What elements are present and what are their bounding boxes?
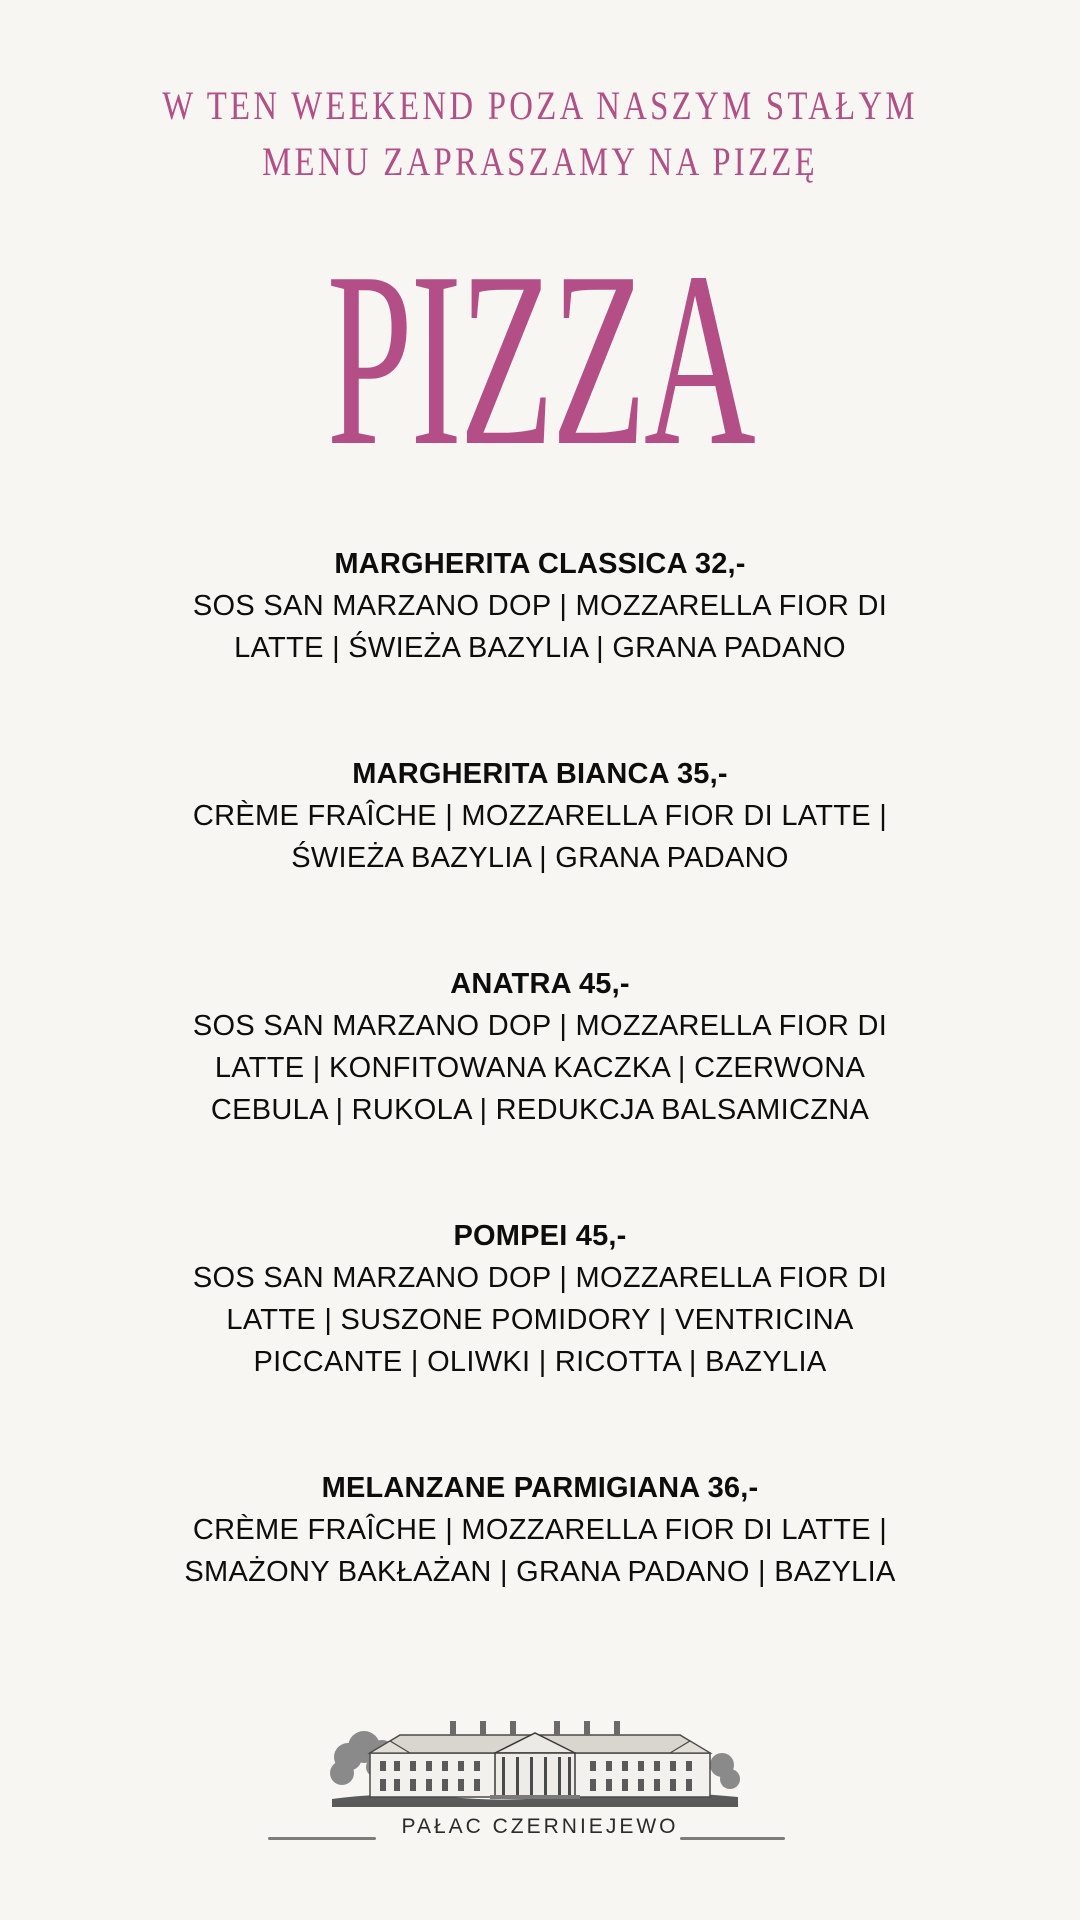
description-line: LATTE | KONFITOWANA KACZKA | CZERWONA [214, 1052, 866, 1084]
footer [0, 1695, 1080, 1845]
menu-item-description [0, 1509, 1080, 1593]
description-line: ŚWIEŻA BAZYLIA | GRANA PADANO [291, 842, 789, 874]
description-line: CRÈME FRAÎCHE | MOZZARELLA FIOR DI LATTE | [192, 800, 888, 832]
description-line: LATTE | ŚWIEŻA BAZYLIA | GRANA PADANO [234, 632, 846, 664]
description-line: SOS SAN MARZANO DOP | MOZZARELLA FIOR DI [192, 590, 888, 622]
menu-item-margherita-bianca [0, 753, 1080, 879]
venue-name: PAŁAC CZERNIEJEWO [401, 1815, 679, 1838]
menu-item-name: MARGHERITA CLASSICA 32,- [334, 548, 746, 580]
description-line: CEBULA | RUKOLA | REDUKCJA BALSAMICZNA [210, 1094, 870, 1126]
description-line: SMAŻONY BAKŁAŻAN | GRANA PADANO | BAZYLIA [184, 1556, 896, 1588]
palace-illustration-icon [330, 1695, 740, 1815]
menu-item-pompei [0, 1215, 1080, 1383]
menu-item-description [0, 1257, 1080, 1383]
description-line: CRÈME FRAÎCHE | MOZZARELLA FIOR DI LATTE | [192, 1514, 888, 1546]
menu-item-anatra [0, 963, 1080, 1131]
intro-line-1: W TEN WEEKEND POZA NASZYM STAŁYM [162, 83, 918, 128]
description-line: LATTE | SUSZONE POMIDORY | VENTRICINA [226, 1304, 854, 1336]
menu-item-name: POMPEI 45,- [453, 1220, 627, 1252]
menu-item-name: MARGHERITA BIANCA 35,- [352, 758, 728, 790]
menu-item-description [0, 1005, 1080, 1131]
intro-line-2: MENU ZAPRASZAMY NA PIZZĘ [262, 139, 818, 184]
intro-text [97, 78, 983, 190]
footer-divider-right [680, 1837, 785, 1840]
footer-divider-left [268, 1837, 376, 1840]
menu-item-margherita-classica [0, 543, 1080, 669]
menu-item-name: MELANZANE PARMIGIANA 36,- [321, 1472, 759, 1504]
description-line: SOS SAN MARZANO DOP | MOZZARELLA FIOR DI [192, 1010, 888, 1042]
menu-item-description [0, 795, 1080, 879]
menu-item-description [0, 585, 1080, 669]
menu-item-name: ANATRA 45,- [450, 968, 630, 1000]
description-line: PICCANTE | OLIWKI | RICOTTA | BAZYLIA [253, 1346, 827, 1378]
menu-item-melanzane-parmigiana [0, 1467, 1080, 1593]
description-line: SOS SAN MARZANO DOP | MOZZARELLA FIOR DI [192, 1262, 888, 1294]
page-title: PIZZA [326, 221, 754, 498]
